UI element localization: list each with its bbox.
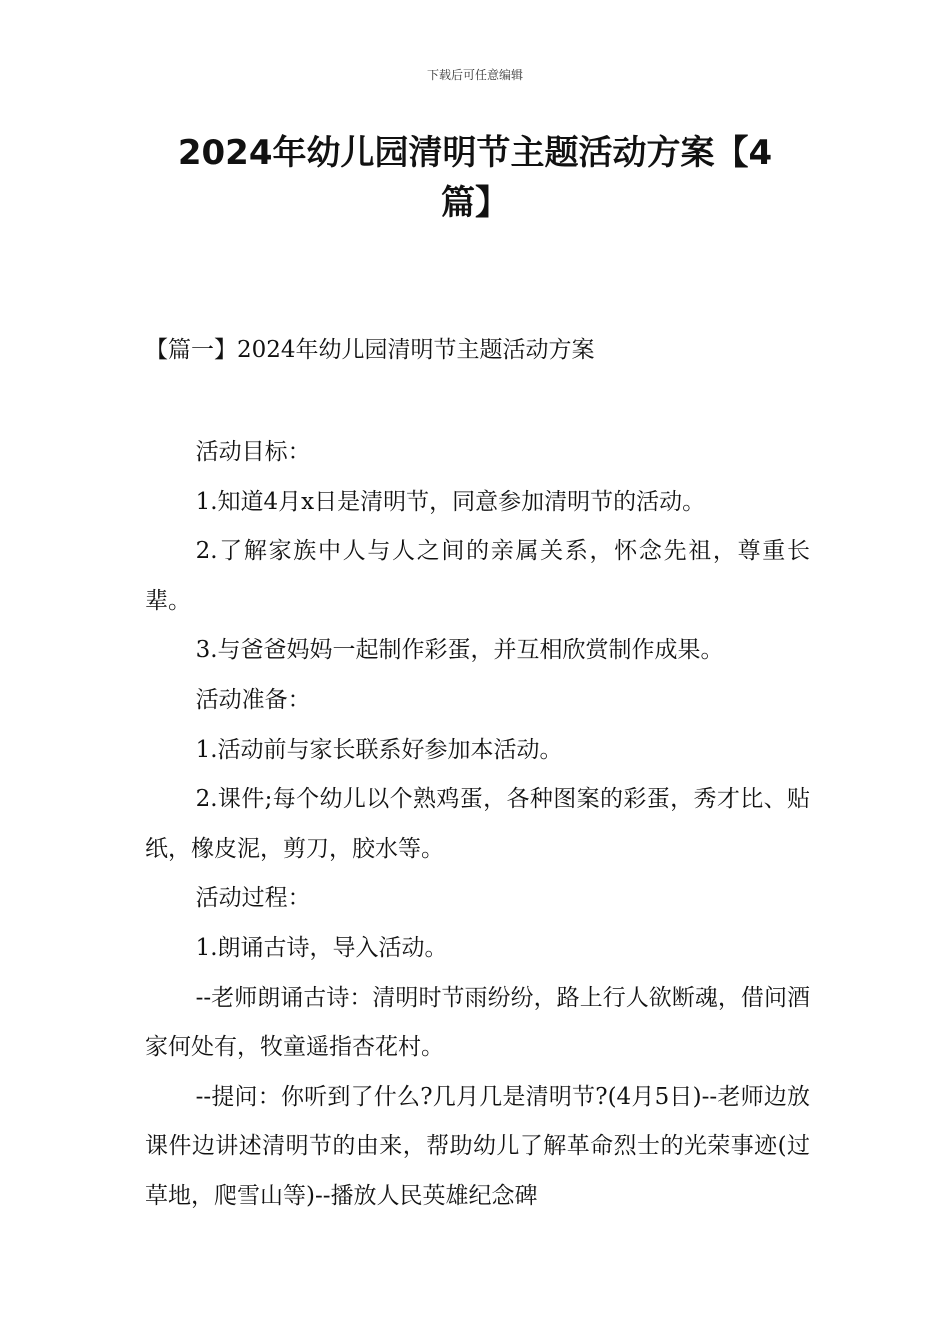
document-title: 2024年幼儿园清明节主题活动方案【4篇】	[177, 133, 773, 223]
paragraph-goal-3: 3.与爸爸妈妈一起制作彩蛋，并互相欣赏制作成果。	[195, 637, 724, 664]
paragraph-questions: --提问：你听到了什么?几月几是清明节?(4月5日)--老师边放课件边讲述清明节的由来，帮助幼儿了解革命烈士的光荣事迹(过草地，爬雪山等)--播放人民英雄纪念碑	[145, 1083, 810, 1209]
paragraph-goals-heading: 活动目标：	[195, 439, 311, 465]
paragraph-goal-2: 2.了解家族中人与人之间的亲属关系，怀念先祖，尊重长辈。	[145, 538, 810, 614]
paragraph-poem: --老师朗诵古诗：清明时节雨纷纷，路上行人欲断魂，借问酒家何处有，牧童遥指杏花村。	[145, 984, 810, 1061]
paragraph-prep-heading: 活动准备：	[195, 686, 311, 713]
header-note: 下载后可任意编辑	[426, 68, 523, 82]
paragraph-prep-1: 1.活动前与家长联系好参加本活动。	[195, 736, 563, 763]
document-body	[145, 428, 810, 1222]
paragraph-process-1: 1.朗诵古诗，导入活动。	[195, 934, 448, 961]
paragraph-goal-1: 1.知道4月x日是清明节，同意参加清明节的活动。	[195, 488, 706, 515]
section-heading: 【篇一】2024年幼儿园清明节主题活动方案	[145, 337, 595, 363]
paragraph-process-heading: 活动过程：	[195, 885, 311, 912]
paragraph-prep-2: 2.课件;每个幼儿以个熟鸡蛋，各种图案的彩蛋，秀才比、贴纸，橡皮泥，剪刀，胶水等。	[145, 786, 810, 862]
